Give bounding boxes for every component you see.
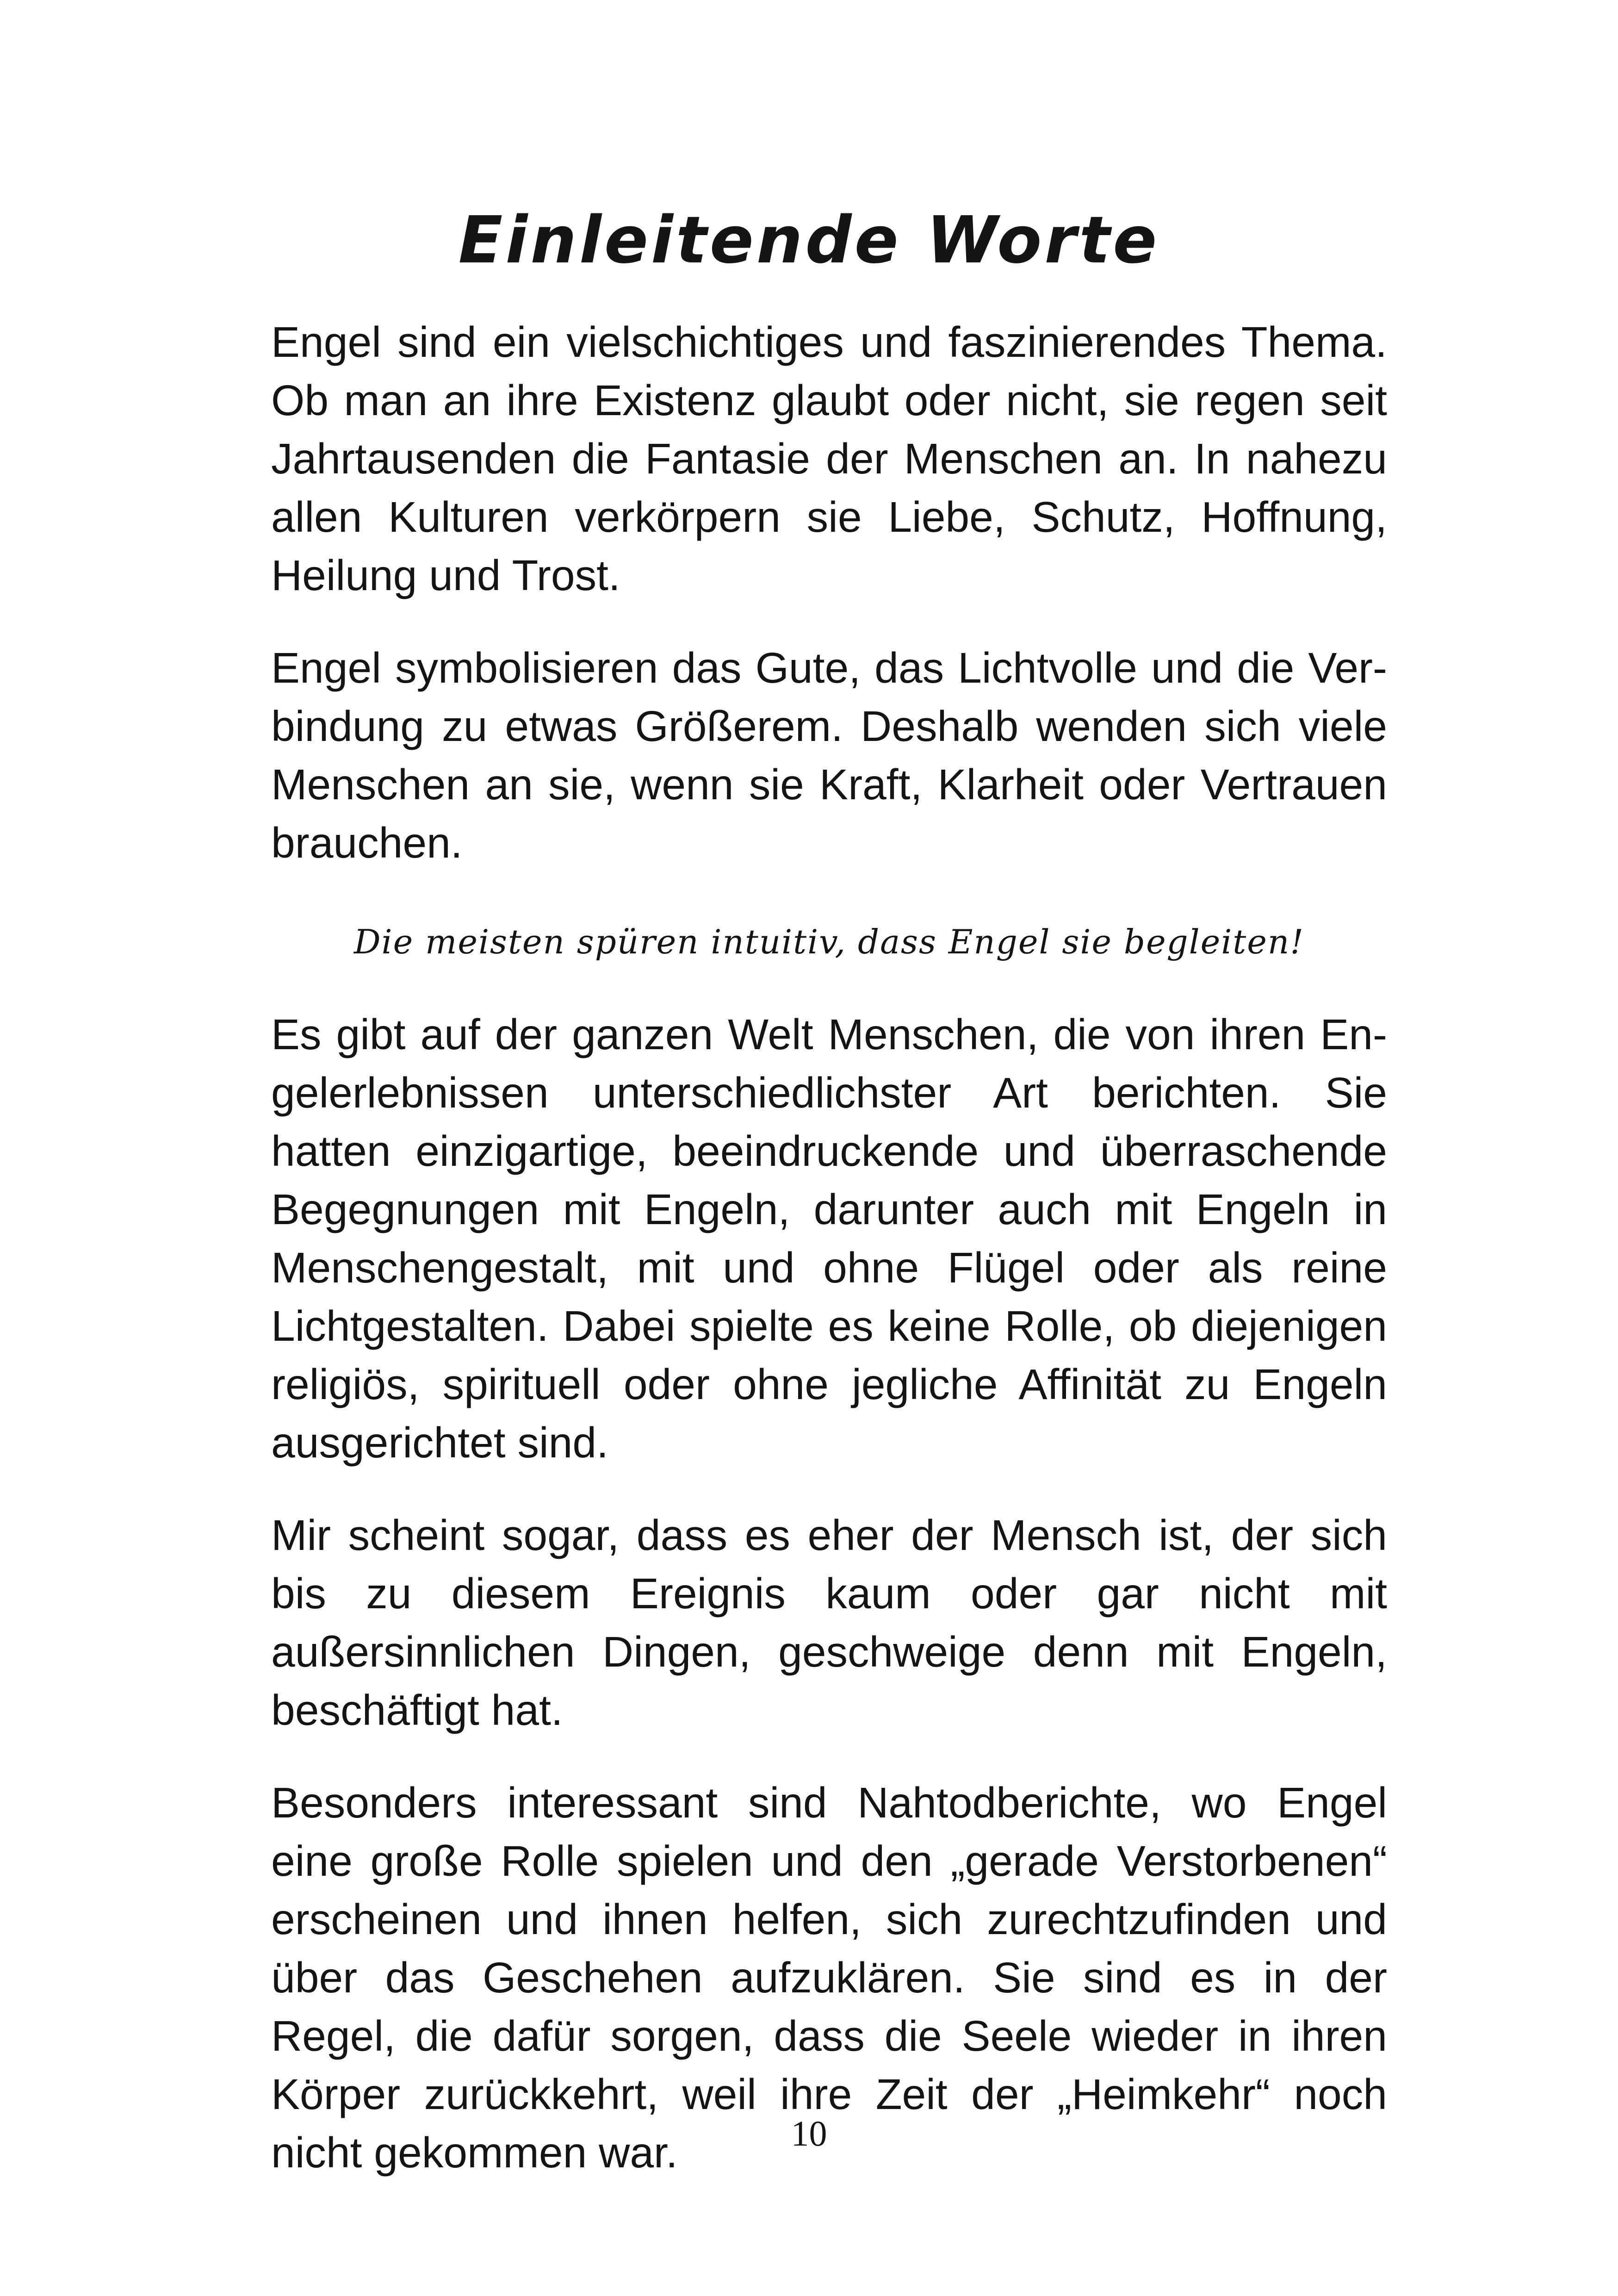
highlighted-quote: Die meisten spüren intuitiv, dass Engel sie begleiten! xyxy=(353,922,1305,961)
chapter-title: Einleitende Worte xyxy=(458,203,1160,278)
page-number: 10 xyxy=(791,2113,827,2153)
paragraph-2: Engel symbolisieren das Gute, das Lichtvolle und die Verbindung zu etwas Größerem. Deshalb wenden sich viele Menschen an sie, wenn sie Kraft, Klarheit oder Vertrauen brauchen. xyxy=(271,644,1387,867)
body-text xyxy=(271,313,1387,2216)
paragraph-4: Mir scheint sogar, dass es eher der Mensch ist, der sich bis zu diesem Ereignis kaum oder gar nicht mit außersinnlichen Dingen, geschweige denn mit Engeln, beschäftigt hat. xyxy=(271,1511,1387,1734)
paragraph-5: Besonders interessant sind Nahtodberichte, wo Engel eine große Rolle spielen und den „gerade Verstorbenen“ erscheinen und ihnen helfen, sich zurechtzufinden und über das Geschehen aufzuklären. Sie sind es in der Regel, die dafür sorgen, dass die Seele wieder in ihren Körper zurückkehrt, weil ihre Zeit der „Heimkehr“ noch nicht gekommen war. xyxy=(271,1779,1387,2177)
paragraph-3: Es gibt auf der ganzen Welt Menschen, die von ihren Engelerlebnissen unterschiedlichster Art berichten. Sie hatten einzigartige, beeindruckende und überraschende Begegnungen mit Engeln, darunter auch mit Engeln in Menschengestalt, mit und ohne Flügel oder als reine Lichtgestalten. Dabei spielte es keine Rolle, ob diejenigen religiös, spirituell oder ohne jegliche Affinität zu Engeln ausgerichtet sind. xyxy=(271,1010,1387,1467)
paragraph-1: Engel sind ein vielschichtiges und faszinierendes Thema. Ob man an ihre Existenz glaubt oder nicht, sie regen seit Jahrtausenden die Fantasie der Menschen an. In nahezu allen Kulturen verkörpern sie Liebe, Schutz, Hoffnung, Heilung und Trost. xyxy=(271,318,1387,599)
